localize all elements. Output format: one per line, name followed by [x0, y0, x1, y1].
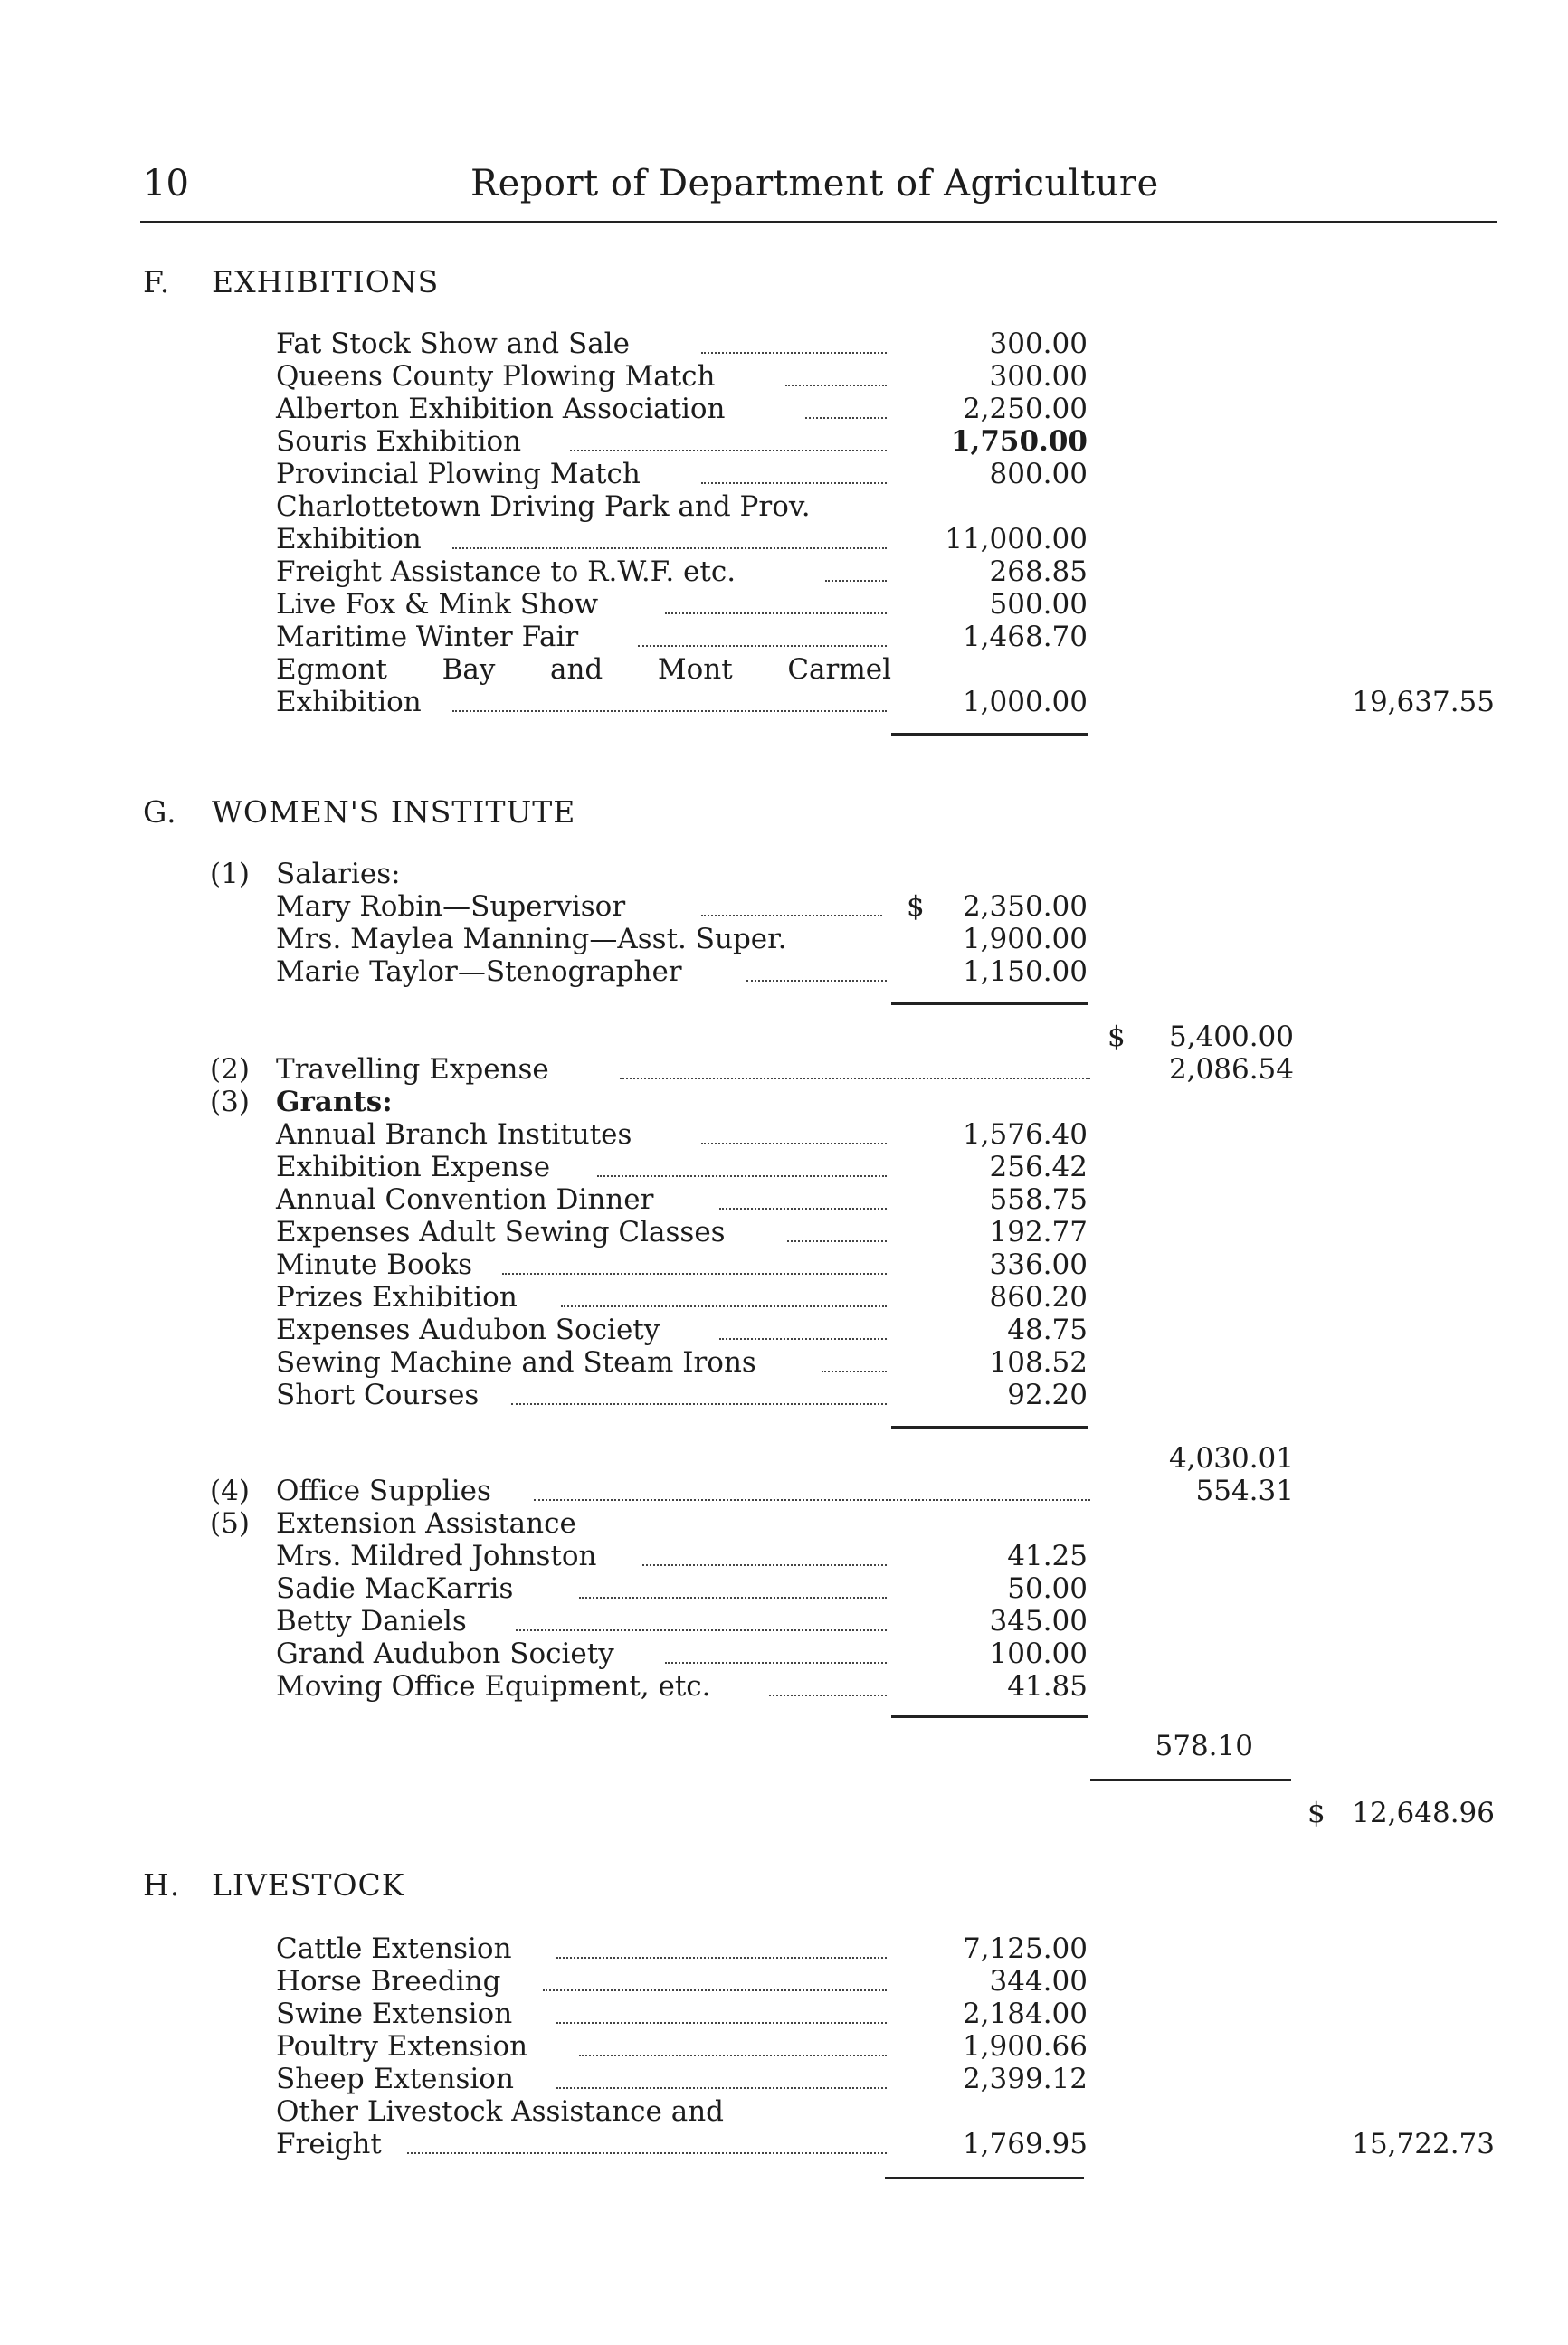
dot-leader	[620, 1045, 1090, 1079]
dot-leader	[534, 1467, 1090, 1501]
item-amount: 300.00	[989, 328, 1088, 360]
dot-leader	[516, 1597, 887, 1631]
dot-leader	[570, 417, 887, 451]
dot-leader	[556, 2055, 887, 2089]
item-label: Freight Assistance to R.W.F. etc.	[276, 555, 736, 588]
item-label: Egmont Bay and Mont Carmel	[276, 653, 891, 686]
subtotal-rule	[891, 1715, 1088, 1718]
dot-leader	[452, 678, 887, 712]
item-amount: 50.00	[1007, 1572, 1088, 1605]
item-amount: 11,000.00	[945, 523, 1088, 555]
subsection-label: Grants:	[276, 1086, 393, 1118]
section-total: 15,722.73	[1352, 2128, 1495, 2160]
item-label: Fat Stock Show and Sale	[276, 328, 630, 360]
section-letter: F.	[143, 264, 171, 299]
dot-leader	[502, 1240, 887, 1275]
item-amount: 1,150.00	[962, 955, 1088, 988]
section-title: EXHIBITIONS	[212, 264, 440, 299]
line-item	[0, 360, 1568, 393]
line-item	[0, 686, 1568, 718]
item-label: Horse Breeding	[276, 1965, 501, 1998]
item-label: Moving Office Equipment, etc.	[276, 1670, 711, 1703]
item-label: Freight	[276, 2128, 382, 2160]
item-amount: 554.31	[1195, 1475, 1294, 1507]
item-label: Sewing Machine and Steam Irons	[276, 1346, 756, 1379]
section-title: LIVESTOCK	[212, 1867, 405, 1903]
item-label: Annual Branch Institutes	[276, 1118, 632, 1151]
item-amount: 2,250.00	[962, 393, 1088, 425]
item-amount: 192.77	[989, 1216, 1088, 1248]
item-amount: 1,576.40	[962, 1118, 1088, 1151]
item-amount: 558.75	[989, 1183, 1088, 1216]
dot-leader	[665, 1629, 887, 1664]
item-amount: 92.20	[1007, 1379, 1088, 1411]
dollar-sign: $	[1107, 1021, 1126, 1053]
line-item	[0, 1314, 1568, 1346]
item-label: Exhibition	[276, 686, 422, 718]
subtotal-amount: 578.10	[1155, 1730, 1253, 1762]
dot-leader	[579, 1564, 887, 1599]
item-amount: 1,750.00	[950, 425, 1088, 458]
dot-leader	[822, 1338, 887, 1372]
item-amount: 108.52	[989, 1346, 1088, 1379]
item-label: Betty Daniels	[276, 1605, 467, 1638]
dot-leader	[452, 515, 887, 549]
dot-leader	[511, 1371, 887, 1405]
dot-leader	[701, 319, 887, 354]
line-item	[0, 523, 1568, 555]
item-label: Travelling Expense	[276, 1053, 549, 1086]
item-amount: 1,900.66	[962, 2030, 1088, 2063]
item-amount: 268.85	[989, 555, 1088, 588]
item-label: Maritime Winter Fair	[276, 621, 579, 653]
dot-leader	[579, 2022, 887, 2056]
dot-leader	[642, 1532, 887, 1566]
dot-leader	[561, 1273, 887, 1307]
dot-leader	[665, 580, 887, 614]
item-amount: 100.00	[989, 1638, 1088, 1670]
dot-leader	[787, 1208, 887, 1242]
subsection-number: (1)	[210, 858, 250, 890]
item-label: Prizes Exhibition	[276, 1281, 518, 1314]
item-label: Sheep Extension	[276, 2063, 514, 2095]
item-amount: 1,900.00	[962, 923, 1088, 955]
subsection-number: (3)	[210, 1086, 250, 1118]
line-item	[0, 2063, 1568, 2095]
section-letter: H.	[143, 1867, 181, 1903]
dot-leader	[701, 450, 887, 484]
dollar-sign: $	[1307, 1797, 1326, 1829]
subtotal-line	[0, 1730, 1568, 1762]
dot-leader	[638, 612, 887, 647]
dot-leader	[556, 1924, 887, 1959]
item-amount: 800.00	[989, 458, 1088, 490]
item-amount: 336.00	[989, 1248, 1088, 1281]
item-amount: 41.25	[1007, 1540, 1088, 1572]
subtotal-rule	[885, 2177, 1084, 2179]
item-amount: 1,000.00	[962, 686, 1088, 718]
item-amount: 41.85	[1007, 1670, 1088, 1703]
line-item	[0, 1379, 1568, 1411]
dot-leader	[785, 352, 887, 386]
dot-leader	[719, 1305, 887, 1340]
item-label: Short Courses	[276, 1379, 480, 1411]
line-item	[0, 2128, 1568, 2160]
subtotal-amount: 4,030.01	[1168, 1442, 1294, 1475]
header-rule	[140, 221, 1497, 223]
dollar-sign: $	[907, 890, 925, 923]
item-label: Minute Books	[276, 1248, 473, 1281]
section-total-rule	[1090, 1779, 1291, 1781]
dot-leader	[825, 547, 887, 582]
item-label: Other Livestock Assistance and	[276, 2095, 725, 2128]
item-amount: 860.20	[989, 1281, 1088, 1314]
subtotal-amount: 5,400.00	[1168, 1021, 1294, 1053]
item-label: Alberton Exhibition Association	[276, 393, 726, 425]
subsection-label: Salaries:	[276, 858, 401, 890]
item-amount: 256.42	[989, 1151, 1088, 1183]
section-letter: G.	[143, 794, 177, 830]
subtotal-rule	[891, 1426, 1088, 1429]
subsection-number: (5)	[210, 1507, 250, 1540]
item-label: Annual Convention Dinner	[276, 1183, 654, 1216]
section-total-line	[0, 1797, 1568, 1829]
item-label: Marie Taylor—Stenographer	[276, 955, 682, 988]
item-amount: 2,399.12	[962, 2063, 1088, 2095]
item-amount: 2,184.00	[962, 1998, 1088, 2030]
dot-leader	[719, 1175, 887, 1210]
item-amount: 1,468.70	[962, 621, 1088, 653]
item-amount: 345.00	[989, 1605, 1088, 1638]
item-amount: 7,125.00	[962, 1932, 1088, 1965]
item-amount: 2,350.00	[962, 890, 1088, 923]
dot-leader	[597, 1143, 887, 1177]
section-total: 12,648.96	[1352, 1797, 1495, 1829]
section-total: 19,637.55	[1352, 686, 1495, 718]
item-amount: 1,769.95	[962, 2128, 1088, 2160]
line-item	[0, 1183, 1568, 1216]
item-label: Mary Robin—Supervisor	[276, 890, 626, 923]
item-label: Exhibition	[276, 523, 422, 555]
item-label: Queens County Plowing Match	[276, 360, 716, 393]
item-amount: 500.00	[989, 588, 1088, 621]
dot-leader	[769, 1662, 887, 1696]
item-label: Expenses Adult Sewing Classes	[276, 1216, 726, 1248]
line-item	[0, 458, 1568, 490]
item-label: Live Fox & Mink Show	[276, 588, 599, 621]
item-amount: 344.00	[989, 1965, 1088, 1998]
item-label: Souris Exhibition	[276, 425, 522, 458]
line-item	[0, 1670, 1568, 1703]
dot-leader	[701, 1110, 887, 1144]
item-label: Sadie MacKarris	[276, 1572, 514, 1605]
line-item	[0, 890, 1568, 923]
section-title: WOMEN'S INSTITUTE	[212, 794, 576, 830]
dot-leader	[407, 2120, 887, 2154]
subsection-number: (4)	[210, 1475, 250, 1507]
subtotal-rule	[891, 1002, 1088, 1005]
item-label: Swine Extension	[276, 1998, 513, 2030]
item-label: Mrs. Mildred Johnston	[276, 1540, 597, 1572]
dot-leader	[701, 882, 882, 916]
item-label: Poultry Extension	[276, 2030, 528, 2063]
line-item	[0, 1053, 1568, 1086]
item-amount: 48.75	[1007, 1314, 1088, 1346]
page-number: 10	[143, 163, 189, 204]
item-label: Office Supplies	[276, 1475, 491, 1507]
line-item	[0, 1475, 1568, 1507]
running-title: Report of Department of Agriculture	[470, 163, 1159, 204]
subtotal-rule	[891, 733, 1088, 736]
dot-leader	[805, 385, 887, 419]
subsection-number: (2)	[210, 1053, 250, 1086]
item-label: Provincial Plowing Match	[276, 458, 641, 490]
line-item	[0, 328, 1568, 360]
subsection-label: Extension Assistance	[276, 1507, 576, 1540]
dot-leader	[543, 1957, 887, 1991]
item-label: Exhibition Expense	[276, 1151, 551, 1183]
item-amount: 2,086.54	[1168, 1053, 1294, 1086]
line-item	[0, 955, 1568, 988]
dot-leader	[746, 947, 887, 982]
item-label: Mrs. Maylea Manning—Asst. Super.	[276, 923, 787, 955]
item-label: Expenses Audubon Society	[276, 1314, 660, 1346]
item-label: Grand Audubon Society	[276, 1638, 614, 1670]
line-item	[0, 621, 1568, 653]
item-label: Charlottetown Driving Park and Prov.	[276, 490, 811, 523]
item-label: Cattle Extension	[276, 1932, 512, 1965]
item-amount: 300.00	[989, 360, 1088, 393]
dot-leader	[556, 1989, 887, 2024]
